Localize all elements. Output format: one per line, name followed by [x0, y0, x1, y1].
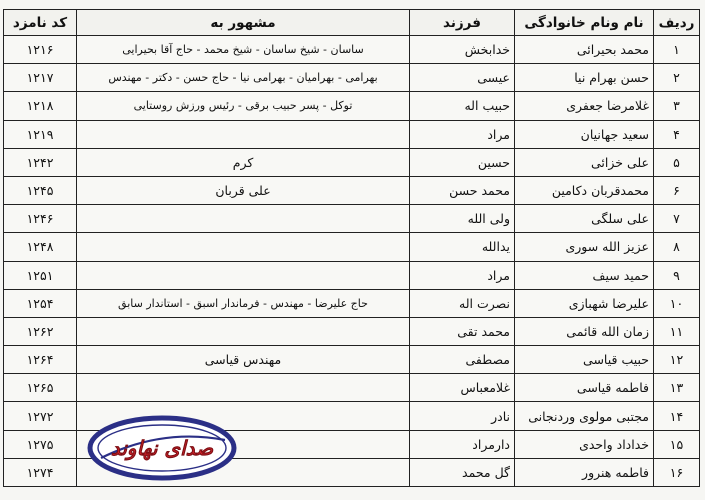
row-number-cell: ۱: [654, 36, 700, 64]
full-name-cell: علیرضا شهبازی: [515, 289, 654, 317]
candidate-code-cell: ۱۲۷۵: [4, 430, 77, 458]
header-full-name: نام ونام خانوادگی: [515, 10, 654, 36]
row-number-cell: ۱۰: [654, 289, 700, 317]
row-number-cell: ۶: [654, 176, 700, 204]
candidate-code-cell: ۱۲۵۴: [4, 289, 77, 317]
full-name-cell: حبیب قیاسی: [515, 346, 654, 374]
full-name-cell: مجتبی مولوی وردنجانی: [515, 402, 654, 430]
header-known-as: مشهور به: [77, 10, 410, 36]
header-row-number: ردیف: [654, 10, 700, 36]
candidate-code-cell: ۱۲۱۹: [4, 120, 77, 148]
known-as-cell: حاج علیرضا - مهندس - فرماندار اسبق - استاندار سابق: [77, 289, 410, 317]
candidate-code-cell: ۱۲۱۸: [4, 92, 77, 120]
full-name-cell: فاطمه قیاسی: [515, 374, 654, 402]
full-name-cell: عزیز الله سوری: [515, 233, 654, 261]
candidate-code-cell: ۱۲۷۴: [4, 458, 77, 486]
row-number-cell: ۱۶: [654, 458, 700, 486]
candidate-code-cell: ۱۲۱۷: [4, 64, 77, 92]
known-as-cell: [77, 317, 410, 345]
father-name-cell: محمد تقی: [410, 317, 515, 345]
father-name-cell: حسین: [410, 148, 515, 176]
row-number-cell: ۱۳: [654, 374, 700, 402]
table-row: [4, 92, 700, 120]
candidate-code-cell: ۱۲۱۶: [4, 36, 77, 64]
known-as-cell: ساسان - شیخ ساسان - شیخ محمد - حاج آقا بحیرایی: [77, 36, 410, 64]
full-name-cell: زمان الله قائمی: [515, 317, 654, 345]
father-name-cell: نصرت اله: [410, 289, 515, 317]
candidate-code-cell: ۱۲۴۲: [4, 148, 77, 176]
full-name-cell: حسن بهرام نیا: [515, 64, 654, 92]
row-number-cell: ۲: [654, 64, 700, 92]
known-as-cell: بهرامی - بهرامیان - بهرامی نیا - حاج حسن - دکتر - مهندس: [77, 64, 410, 92]
row-number-cell: ۱۱: [654, 317, 700, 345]
header-candidate-code: کد نامزد: [4, 10, 77, 36]
father-name-cell: دارمراد: [410, 430, 515, 458]
father-name-cell: یدالله: [410, 233, 515, 261]
candidate-code-cell: ۱۲۴۶: [4, 205, 77, 233]
father-name-cell: ولی الله: [410, 205, 515, 233]
known-as-cell: توکل - پسر حبیب برقی - رئیس ورزش روستایی: [77, 92, 410, 120]
father-name-cell: مصطفی: [410, 346, 515, 374]
full-name-cell: محمد بحیرائی: [515, 36, 654, 64]
table-row: [4, 261, 700, 289]
father-name-cell: غلامعباس: [410, 374, 515, 402]
table-row: [4, 233, 700, 261]
father-name-cell: مراد: [410, 120, 515, 148]
table-row: [4, 64, 700, 92]
table-row: [4, 36, 700, 64]
father-name-cell: مراد: [410, 261, 515, 289]
sedaye-nahavand-logo: [87, 414, 237, 482]
row-number-cell: ۷: [654, 205, 700, 233]
row-number-cell: ۱۴: [654, 402, 700, 430]
full-name-cell: علی سلگی: [515, 205, 654, 233]
known-as-cell: مهندس قیاسی: [77, 346, 410, 374]
full-name-cell: سعید جهانیان: [515, 120, 654, 148]
row-number-cell: ۵: [654, 148, 700, 176]
row-number-cell: ۸: [654, 233, 700, 261]
table-row: [4, 205, 700, 233]
table-row: [4, 374, 700, 402]
table-row: [4, 120, 700, 148]
full-name-cell: حمید سیف: [515, 261, 654, 289]
table-row: [4, 148, 700, 176]
table-row: [4, 317, 700, 345]
candidate-code-cell: ۱۲۶۲: [4, 317, 77, 345]
header-father-name: فرزند: [410, 10, 515, 36]
known-as-cell: [77, 120, 410, 148]
father-name-cell: نادر: [410, 402, 515, 430]
row-number-cell: ۳: [654, 92, 700, 120]
candidate-code-cell: ۱۲۶۴: [4, 346, 77, 374]
candidate-code-cell: ۱۲۶۵: [4, 374, 77, 402]
known-as-cell: [77, 233, 410, 261]
logo-text: صدای نهاوند: [110, 436, 214, 460]
row-number-cell: ۱۵: [654, 430, 700, 458]
table-row: [4, 176, 700, 204]
known-as-cell: کرم: [77, 148, 410, 176]
father-name-cell: محمد حسن: [410, 176, 515, 204]
known-as-cell: [77, 261, 410, 289]
full-name-cell: فاطمه هنرور: [515, 458, 654, 486]
table-header-row: [4, 10, 700, 36]
full-name-cell: محمدقربان دکامین: [515, 176, 654, 204]
full-name-cell: غلامرضا جعفری: [515, 92, 654, 120]
known-as-cell: [77, 374, 410, 402]
father-name-cell: خدابخش: [410, 36, 515, 64]
full-name-cell: خداداد واحدی: [515, 430, 654, 458]
candidate-code-cell: ۱۲۵۱: [4, 261, 77, 289]
known-as-cell: علی قربان: [77, 176, 410, 204]
table-row: [4, 289, 700, 317]
father-name-cell: عیسی: [410, 64, 515, 92]
candidate-code-cell: ۱۲۴۵: [4, 176, 77, 204]
candidate-code-cell: ۱۲۷۲: [4, 402, 77, 430]
father-name-cell: حبیب اله: [410, 92, 515, 120]
row-number-cell: ۱۲: [654, 346, 700, 374]
table-row: [4, 346, 700, 374]
known-as-cell: [77, 205, 410, 233]
candidate-code-cell: ۱۲۴۸: [4, 233, 77, 261]
full-name-cell: علی خزائی: [515, 148, 654, 176]
father-name-cell: گل محمد: [410, 458, 515, 486]
row-number-cell: ۹: [654, 261, 700, 289]
row-number-cell: ۴: [654, 120, 700, 148]
